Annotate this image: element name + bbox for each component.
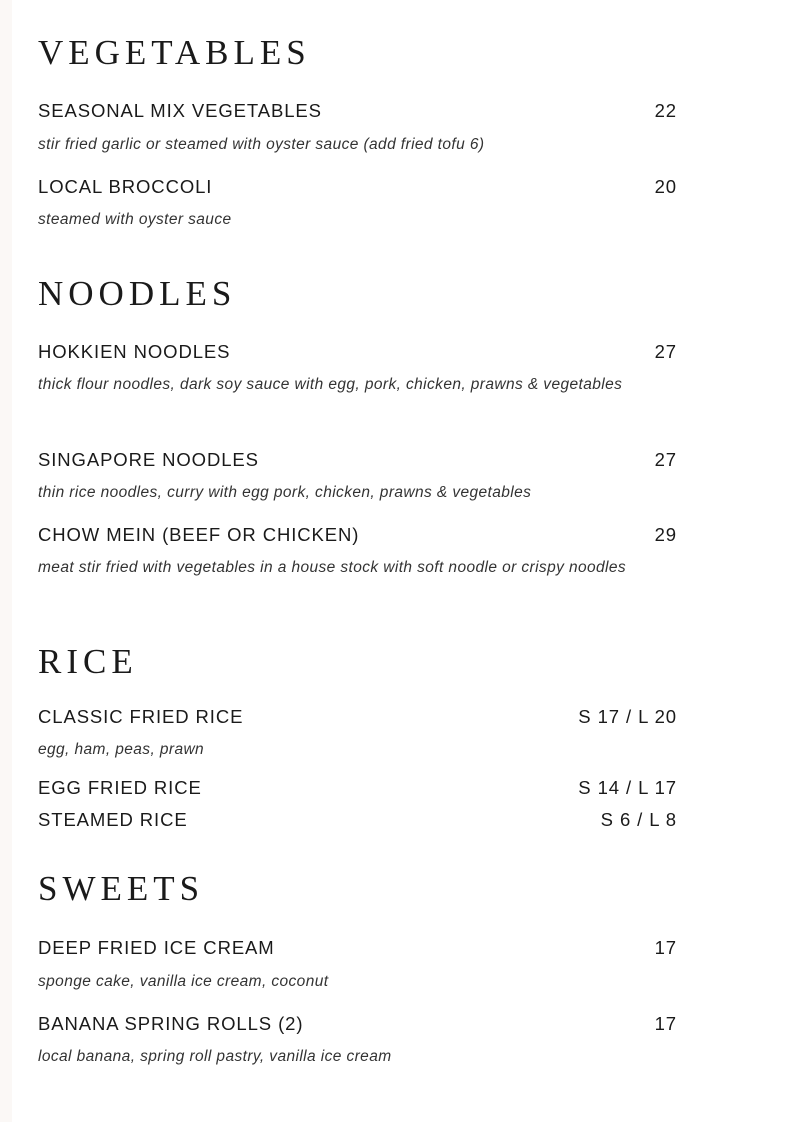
menu-item-price: S 17 / L 20: [578, 706, 677, 727]
menu-item-name: CLASSIC FRIED RICE: [38, 706, 244, 727]
menu-item-price: 20: [654, 176, 677, 197]
menu-item-name: BANANA SPRING ROLLS (2): [38, 1013, 304, 1034]
menu-item-price: S 14 / L 17: [578, 777, 677, 798]
menu-item-price: 17: [654, 937, 677, 958]
menu-item-price: 27: [654, 449, 677, 470]
menu-item-name: LOCAL BROCCOLI: [38, 176, 213, 197]
menu-item-name: HOKKIEN NOODLES: [38, 341, 231, 362]
section-heading-vegetables: VEGETABLES: [38, 33, 311, 72]
menu-item-price: 17: [654, 1013, 677, 1034]
menu-item-price: S 6 / L 8: [600, 809, 677, 830]
menu-item-price: 22: [654, 100, 677, 121]
page-edge: [0, 0, 12, 1122]
menu-item-name: STEAMED RICE: [38, 809, 188, 830]
section-heading-rice: RICE: [38, 642, 138, 681]
menu-item-description: sponge cake, vanilla ice cream, coconut: [38, 973, 329, 990]
menu-item-price: 27: [654, 341, 677, 362]
section-heading-sweets: SWEETS: [38, 869, 205, 908]
menu-item-description: thin rice noodles, curry with egg pork, chicken, prawns & vegetables: [38, 484, 532, 501]
menu-item-description: egg, ham, peas, prawn: [38, 741, 205, 758]
menu-item-description: meat stir fried with vegetables in a house stock with soft noodle or crispy noodles: [38, 559, 627, 576]
section-heading-noodles: NOODLES: [38, 274, 237, 313]
menu-item-description: thick flour noodles, dark soy sauce with egg, pork, chicken, prawns & vegetables: [38, 376, 623, 393]
menu-item-name: CHOW MEIN (BEEF OR CHICKEN): [38, 524, 360, 545]
menu-item-description: stir fried garlic or steamed with oyster sauce (add fried tofu 6): [38, 136, 485, 153]
menu-item-name: EGG FRIED RICE: [38, 777, 202, 798]
menu-item-description: steamed with oyster sauce: [38, 211, 232, 228]
menu-item-description: local banana, spring roll pastry, vanilla ice cream: [38, 1048, 392, 1065]
menu-item-name: SINGAPORE NOODLES: [38, 449, 259, 470]
menu-item-name: SEASONAL MIX VEGETABLES: [38, 100, 322, 121]
menu-item-name: DEEP FRIED ICE CREAM: [38, 937, 275, 958]
menu-item-price: 29: [654, 524, 677, 545]
